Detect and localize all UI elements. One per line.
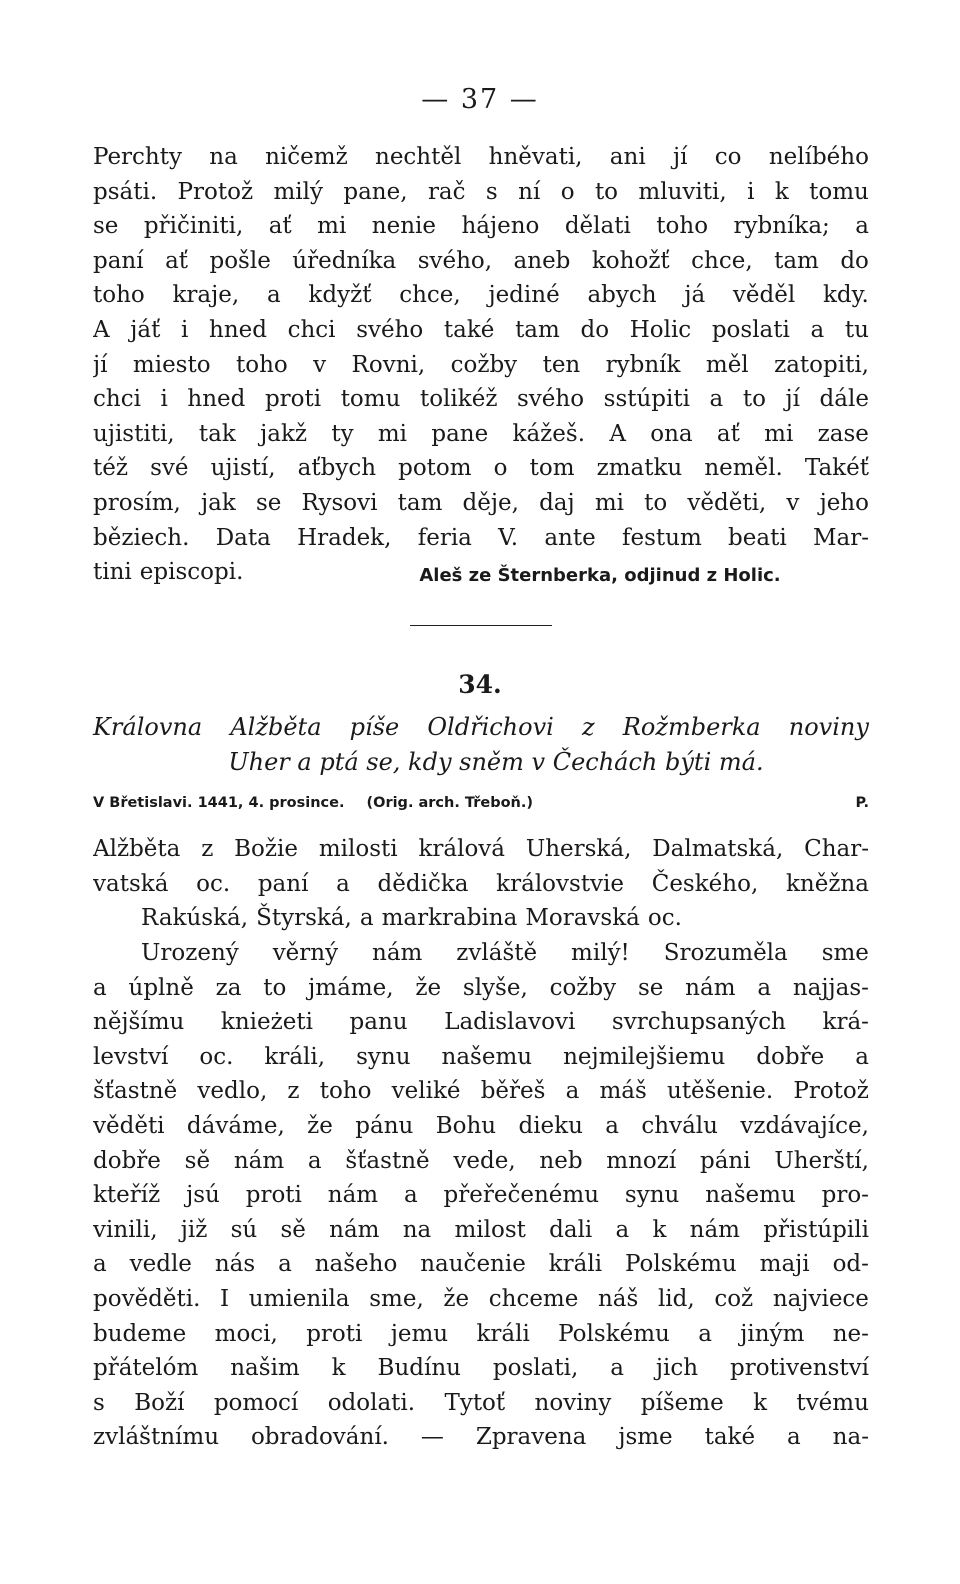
section-divider [410,625,552,626]
text-line: zvláštnímu obradování. — Zpravena jsme také a na- [93,1424,869,1451]
text-line: a vedle nás a našeho naučenie králi Polskému maji od- [93,1251,869,1278]
text-line: prosím, jak se Rysovi tam děje, daj mi to věděti, v jeho [93,489,869,516]
text-line: toho kraje, a kdyžť chce, jediné abych já věděl kdy. [93,282,869,309]
text-line: Perchty na ničemž nechtěl hněvati, ani jí co nelíbého [93,144,869,170]
text-line: chci i hned proti tomu tolikéž svého sstúpiti a to jí dále [93,386,869,413]
text-line: též své ujistí, aťbych potom o tom zmatku neměl. Takéť [93,455,869,482]
letter-body-text [93,936,869,1455]
text-line: jí miesto toho v Rovni, cožby ten rybník měl zatopiti, [93,351,869,378]
text-line: s Boží pomocí odolati. Tytoť noviny píšeme k tvému [93,1389,869,1416]
letter-heading [93,710,869,780]
letter-number: 34. [458,670,502,699]
letter-signature: Aleš ze Šternberka, odjinud z Holic. [419,565,781,586]
text-line: věděti dáváme, že pánu Bohu dieku a chválu vzdávajíce, [93,1112,869,1139]
text-line: psáti. Protož milý pane, rač s ní o to mluviti, i k tomu [93,178,869,205]
text-line: tini episcopi. [93,559,244,586]
heading-line-2: Uher a ptá se, kdy sněm v Čechách býti má. [228,748,764,776]
text-line: a úplně za to jmáme, že slyše, cožby se nám a najjas- [93,974,869,1001]
heading-line-1: Královna Alžběta píše Oldřichovi z Rožmberka noviny [93,713,869,741]
source-archive: (Orig. arch. Třeboň.) [366,795,533,811]
text-line: Rakúská, Štyrská, a markrabina Moravská oc. [141,905,682,932]
text-line: dobře sě nám a šťastně vede, neb mnozí páni Uherští, [93,1147,869,1174]
source-mark: P. [855,795,869,811]
text-line: kteříž jsú proti nám a přeřečenému synu našemu pro- [93,1182,869,1209]
text-line: vatská oc. paní a dědička královstvie Českého, kněžna [93,870,869,897]
text-line: A jáť i hned chci svého také tam do Holic poslati a tu [93,316,869,343]
page-number: — 37 — [421,84,539,115]
text-line: šťastně vedlo, z toho veliké běřeš a máš utěšenie. Protož [93,1078,869,1105]
text-line: běziech. Data Hradek, feria V. ante festum beati Mar- [93,524,869,551]
text-line: pověděti. I umienila sme, že chceme náš lid, což najviece [93,1285,869,1312]
source-line [93,795,869,811]
text-line: levství oc. králi, synu našemu nejmilejšiemu dobře a [93,1043,869,1070]
text-line: ujistiti, tak jakž ty mi pane kážeš. A ona ať mi zase [93,420,869,447]
text-line: vinili, již sú sě nám na milost dali a k nám přistúpili [93,1216,869,1243]
text-line: Urozený věrný nám zvláště milý! Srozuměla sme [141,940,869,966]
text-line: paní ať pošle úředníka svého, aneb kohožť chce, tam do [93,247,869,274]
text-line: přátelóm našim k Budínu poslati, a jich protivenství [93,1355,869,1382]
text-line: Alžběta z Božie milosti králová Uherská, Dalmatská, Char- [93,836,869,862]
text-line: se přičiniti, ať mi nenie hájeno dělati toho rybníka; a [93,213,869,240]
letter-salutation [93,832,869,936]
source-place-date: V Břetislavi. 1441, 4. prosince. [93,795,345,811]
text-line: budeme moci, proti jemu králi Polskému a jiným ne- [93,1320,869,1347]
previous-letter-text [93,140,869,590]
text-line: nějšímu knieżeti panu Ladislavovi svrchupsaných krá- [93,1009,869,1036]
